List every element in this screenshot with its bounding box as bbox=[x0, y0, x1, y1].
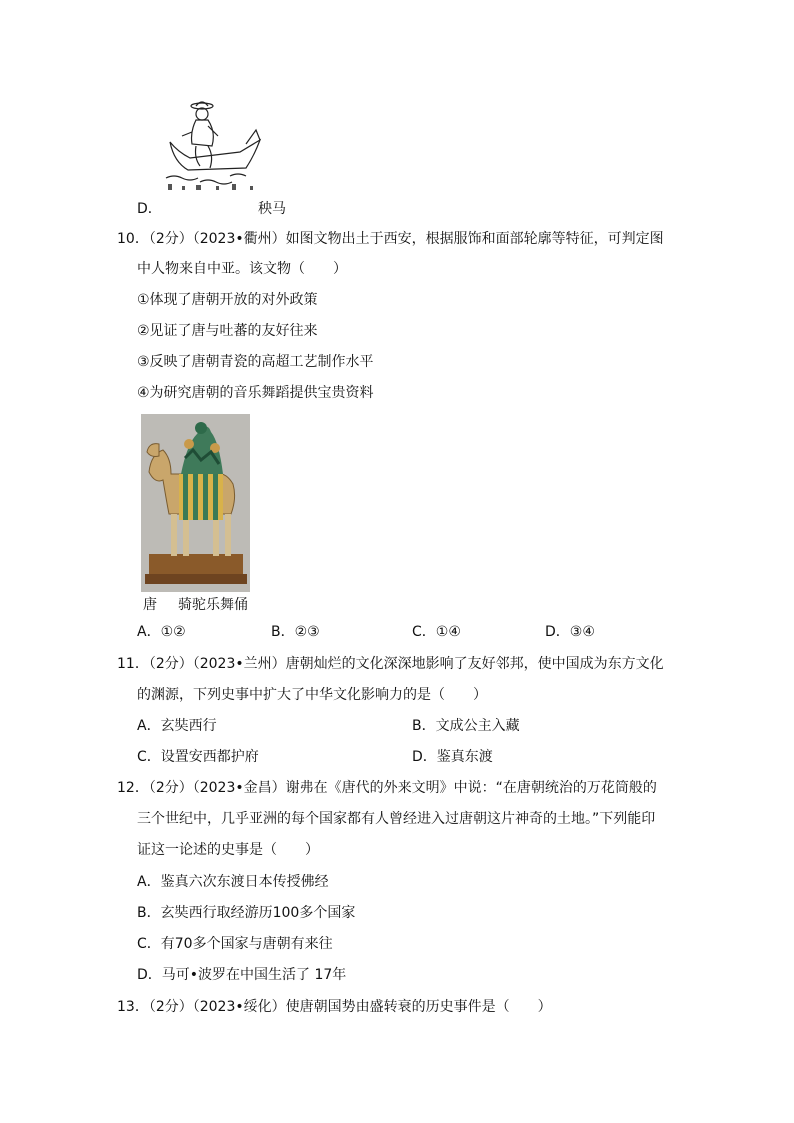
q12-stem-line1: 12．（2分）（2023•金昌）谢弗在《唐代的外来文明》中说：“在唐朝统治的万花筒般的 bbox=[117, 780, 657, 796]
q12-option-c[interactable]: C．有70多个国家与唐朝有来往 bbox=[137, 936, 333, 952]
camel-figure-caption-name: 骑驼乐舞俑 bbox=[178, 597, 248, 613]
yangma-illustration bbox=[160, 96, 270, 196]
q11-stem-line1: 11．（2分）（2023•兰州）唐朝灿烂的文化深深地影响了友好邻邦，使中国成为东方文化 bbox=[117, 656, 664, 672]
q10-statement-2: ②见证了唐与吐蕃的友好往来 bbox=[137, 323, 318, 339]
camel-figurine-photo bbox=[141, 414, 250, 592]
q12-option-a[interactable]: A．鉴真六次东渡日本传授佛经 bbox=[137, 874, 329, 890]
q10-option-d[interactable]: D．③④ bbox=[545, 624, 595, 640]
q10-option-b[interactable]: B．②③ bbox=[271, 624, 320, 640]
q13-stem-line1: 13．（2分）（2023•绥化）使唐朝国势由盛转衰的历史事件是（ ） bbox=[117, 999, 552, 1015]
q10-option-c[interactable]: C．①④ bbox=[412, 624, 461, 640]
q11-option-c[interactable]: C．设置安西都护府 bbox=[137, 749, 259, 765]
q10-statement-1: ①体现了唐朝开放的对外政策 bbox=[137, 292, 318, 308]
q12-stem-line3: 证这一论述的史事是（ ） bbox=[137, 842, 319, 858]
q12-option-b[interactable]: B．玄奘西行取经游历100多个国家 bbox=[137, 905, 356, 921]
q10-statement-3: ③反映了唐朝青瓷的高超工艺制作水平 bbox=[137, 354, 374, 370]
yangma-figure bbox=[160, 96, 270, 196]
q11-stem-line2: 的渊源，下列史事中扩大了中华文化影响力的是（ ） bbox=[137, 687, 487, 703]
q12-stem-line2: 三个世纪中，几乎亚洲的每个国家都有人曾经进入过唐朝这片神奇的土地。”下列能印 bbox=[137, 811, 656, 827]
q9-option-d-caption: 秧马 bbox=[258, 201, 286, 217]
q11-option-d[interactable]: D．鉴真东渡 bbox=[412, 749, 493, 765]
q10-option-a[interactable]: A．①② bbox=[137, 624, 186, 640]
q10-stem-line1: 10．（2分）（2023•衢州）如图文物出土于西安，根据服饰和面部轮廓等特征，可判定图 bbox=[117, 231, 664, 247]
q10-statement-4: ④为研究唐朝的音乐舞蹈提供宝贵资料 bbox=[137, 385, 374, 401]
camel-figurine-illustration bbox=[141, 414, 250, 592]
q11-option-a[interactable]: A．玄奘西行 bbox=[137, 718, 217, 734]
camel-figure-caption-dynasty: 唐 bbox=[143, 597, 157, 613]
q11-option-b[interactable]: B．文成公主入藏 bbox=[412, 718, 520, 734]
q10-stem-line2: 中人物来自中亚。该文物（ ） bbox=[137, 261, 347, 277]
q9-option-d-letter: D． bbox=[137, 201, 162, 217]
q12-option-d[interactable]: D．马可•波罗在中国生活了 17年 bbox=[137, 967, 347, 983]
